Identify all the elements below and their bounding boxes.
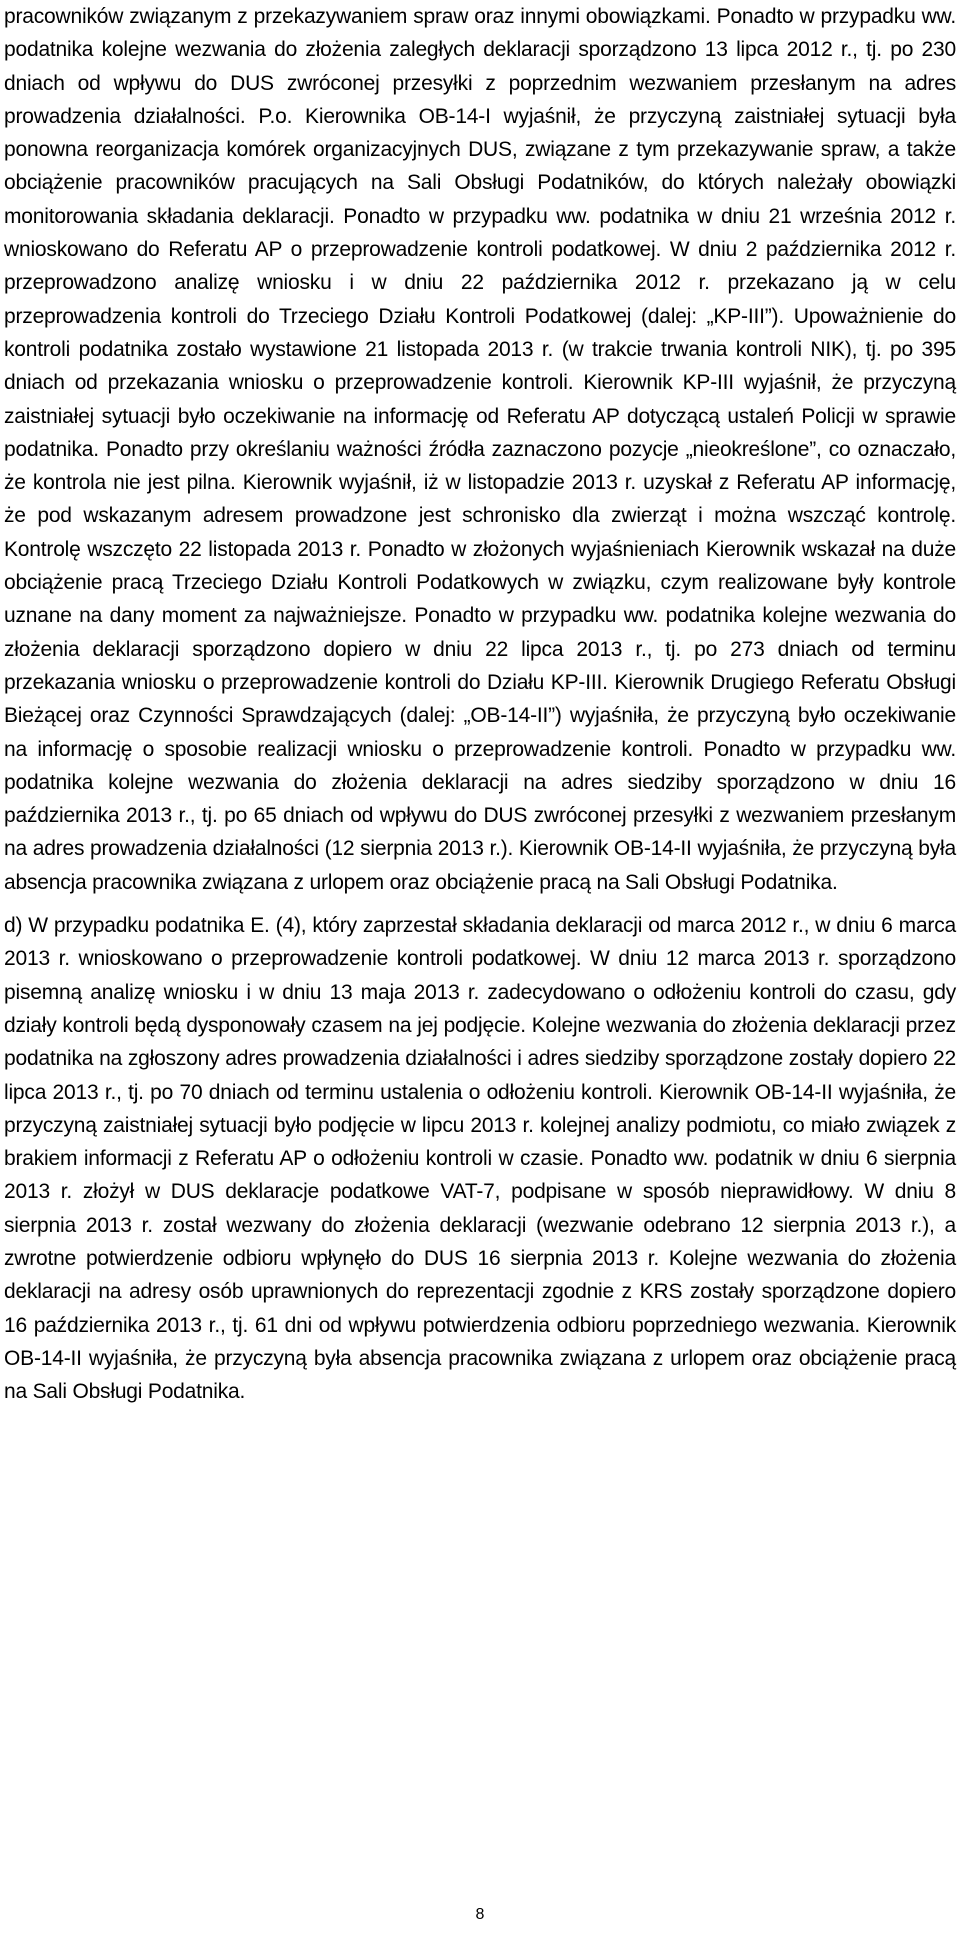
document-body <box>4 0 956 1408</box>
paragraph: d) W przypadku podatnika E. (4), który zaprzestał składania deklaracji od marca 2012 r., w dniu 6 marca 2013 r. wnioskowano o przeprowadzenie kontroli podatkowej. W dniu 12 marca 2013 r. sporządzono pisemną analizę wniosku i w dniu 13 maja 2013 r. zadecydowano o odłożeniu kontroli do czasu, gdy działy kontroli będą dysponowały czasem na jej podjęcie. Kolejne wezwania do złożenia deklaracji przez podatnika na zgłoszony adres prowadzenia działalności i adres siedziby sporządzone zostały dopiero 22 lipca 2013 r., tj. po 70 dniach od terminu ustalenia o odłożeniu kontroli. Kierownik OB-14-II wyjaśniła, że przyczyną zaistniałej sytuacji było podjęcie w lipcu 2013 r. kolejnej analizy podmiotu, co miało związek z brakiem informacji z Referatu AP o odłożeniu kontroli w czasie. Ponadto ww. podatnik w dniu 6 sierpnia 2013 r. złożył w DUS deklaracje podatkowe VAT-7, podpisane w sposób nieprawidłowy. W dniu 8 sierpnia 2013 r. został wezwany do złożenia deklaracji (wezwanie odebrano 12 sierpnia 2013 r.), a zwrotne potwierdzenie odbioru wpłynęło do DUS 16 sierpnia 2013 r. Kolejne wezwania do złożenia deklaracji na adresy osób uprawnionych do reprezentacji zgodnie z KRS zostały sporządzone dopiero 16 października 2013 r., tj. 61 dni od wpływu potwierdzenia odbioru poprzedniego wezwania. Kierownik OB-14-II wyjaśniła, że przyczyną była absencja pracownika związana z urlopem oraz obciążenie pracą na Sali Obsługi Podatnika. <box>4 914 956 1404</box>
paragraph: pracowników związanym z przekazywaniem spraw oraz innymi obowiązkami. Ponadto w przypadku ww. podatnika kolejne wezwania do złożenia zaległych deklaracji sporządzono 13 lipca 2012 r., tj. po 230 dniach od wpływu do DUS zwróconej przesyłki z poprzednim wezwaniem przesłanym na adres prowadzenia działalności. P.o. Kierownika OB-14-I wyjaśnił, że przyczyną zaistniałej sytuacji była ponowna reorganizacja komórek organizacyjnych DUS, związane z tym przekazywanie spraw, a także obciążenie pracowników pracujących na Sali Obsługi Podatników, do których należały obowiązki monitorowania składania deklaracji. Ponadto w przypadku ww. podatnika w dniu 21 września 2012 r. wnioskowano do Referatu AP o przeprowadzenie kontroli podatkowej. W dniu 2 października 2012 r. przeprowadzono analizę wniosku i w dniu 22 października 2012 r. przekazano ją w celu przeprowadzenia kontroli do Trzeciego Działu Kontroli Podatkowej (dalej: „KP-III”). Upoważnienie do kontroli podatnika zostało wystawione 21 listopada 2013 r. (w trakcie trwania kontroli NIK), tj. po 395 dniach od przekazania wniosku o przeprowadzenie kontroli. Kierownik KP-III wyjaśnił, że przyczyną zaistniałej sytuacji było oczekiwanie na informację od Referatu AP dotyczącą ustaleń Policji w sprawie podatnika. Ponadto przy określaniu ważności źródła zaznaczono pozycje „nieokreślone”, co oznaczało, że kontrola nie jest pilna. Kierownik wyjaśnił, iż w listopadzie 2013 r. uzyskał z Referatu AP informację, że pod wskazanym adresem prowadzone jest schronisko dla zwierząt i można wszcząć kontrolę. Kontrolę wszczęto 22 listopada 2013 r. Ponadto w złożonych wyjaśnieniach Kierownik wskazał na duże obciążenie pracą Trzeciego Działu Kontroli Podatkowych w związku, czym realizowane były kontrole uznane na dany moment za najważniejsze. Ponadto w przypadku ww. podatnika kolejne wezwania do złożenia deklaracji sporządzono dopiero w dniu 22 lipca 2013 r., tj. po 273 dniach od terminu przekazania wniosku o przeprowadzenie kontroli do Działu KP-III. Kierownik Drugiego Referatu Obsługi Bieżącej oraz Czynności Sprawdzających (dalej: „OB-14-II”) wyjaśniła, że przyczyną było oczekiwanie na informację o sposobie realizacji wniosku o przeprowadzenie kontroli. Ponadto w przypadku ww. podatnika kolejne wezwania do złożenia deklaracji na adres siedziby sporządzono w dniu 16 października 2013 r., tj. po 65 dniach od wpływu do DUS zwróconej przesyłki z wezwaniem przesłanym na adres prowadzenia działalności (12 sierpnia 2013 r.). Kierownik OB-14-II wyjaśniła, że przyczyną była absencja pracownika związana z urlopem oraz obciążenie pracą na Sali Obsługi Podatnika. <box>4 5 956 894</box>
page-number: 8 <box>475 1906 485 1923</box>
